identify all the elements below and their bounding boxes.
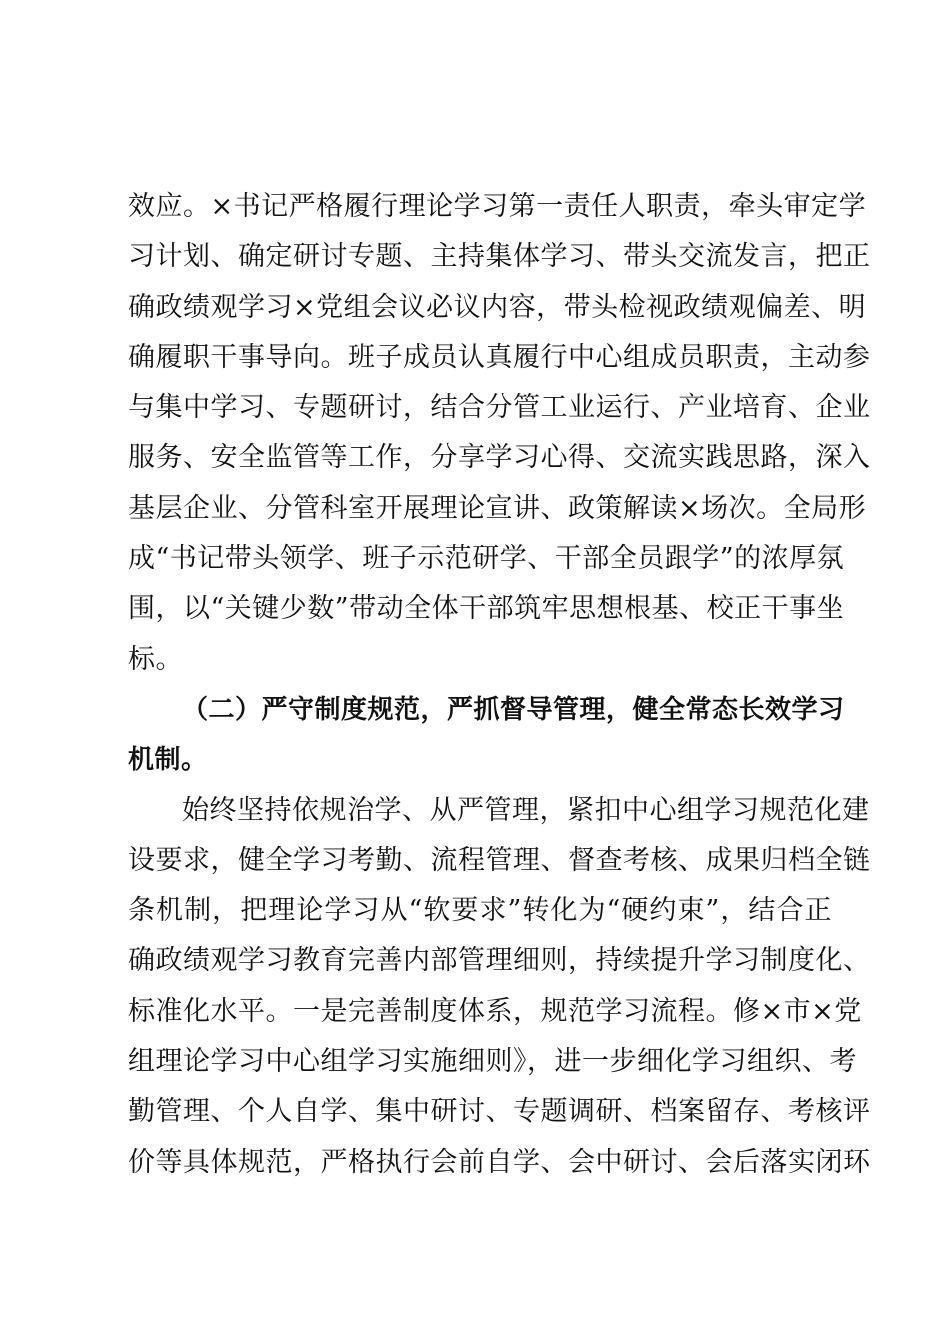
paragraph-2 xyxy=(128,786,871,1188)
text-line: 条机制，把理论学习从“软要求”转化为“硬约束”，结合正 xyxy=(128,895,832,927)
heading-line: 机制。 xyxy=(128,745,208,776)
text-line: 确政绩观学习教育完善内部管理细则，持续提升学习制度化、 xyxy=(128,945,871,977)
text-line: 价等具体规范，严格执行会前自学、会中研讨、会后落实闭环 xyxy=(128,1146,871,1178)
text-line: 成“书记带头领学、班子示范研学、干部全员跟学”的浓厚氛 xyxy=(128,543,845,575)
text-line: 服务、安全监管等工作，分享学习心得、交流实践思路，深入 xyxy=(128,442,871,474)
text-line: 勤管理、个人自学、集中研讨、专题调研、档案留存、考核评 xyxy=(128,1096,871,1128)
text-line: 确履职干事导向。班子成员认真履行中心组成员职责，主动参 xyxy=(128,341,871,373)
text-line: 确政绩观学习×党组会议必议内容，带头检视政绩观偏差、明 xyxy=(128,291,867,323)
text-line: 围，以“关键少数”带动全体干部筑牢思想根基、校正干事坐 xyxy=(128,593,845,625)
heading-line: （二）严守制度规范，严抓督导管理，健全常态长效学习 xyxy=(182,694,845,725)
text-line: 习计划、确定研讨专题、主持集体学习、带头交流发言，把正 xyxy=(128,241,871,273)
text-line: 设要求，健全学习考勤、流程管理、督查考核、成果归档全链 xyxy=(128,844,871,876)
text-line: 标准化水平。一是完善制度体系，规范学习流程。修×市×党 xyxy=(128,995,862,1027)
text-line: 始终坚持依规治学、从严管理，紧扣中心组学习规范化建 xyxy=(182,794,870,826)
text-line: 基层企业、分管科室开展理论宣讲、政策解读×场次。全局形 xyxy=(128,492,867,524)
paragraph-1 xyxy=(128,182,871,685)
text-line: 标。 xyxy=(128,643,183,675)
document-body xyxy=(128,182,871,1188)
text-line: 组理论学习中心组学习实施细则》，进一步细化学习组织、考 xyxy=(128,1046,857,1078)
text-line: 效应。×书记严格履行理论学习第一责任人职责，牵头审定学 xyxy=(128,191,867,222)
section-heading-2 xyxy=(128,685,845,786)
text-line: 与集中学习、专题研讨，结合分管工业运行、产业培育、企业 xyxy=(128,392,871,424)
